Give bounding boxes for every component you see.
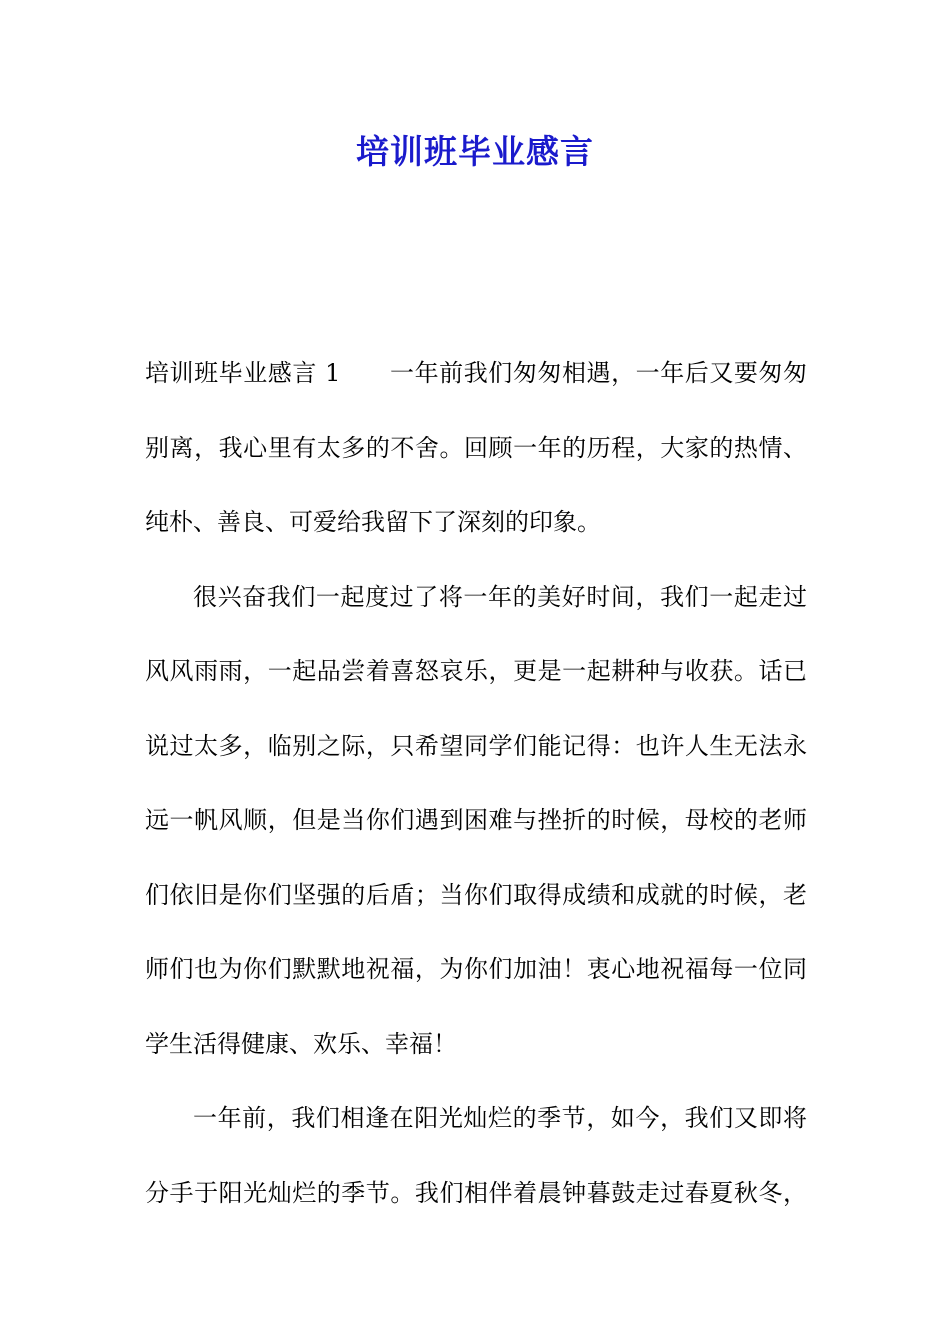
paragraph-2 bbox=[145, 560, 807, 1082]
document-body bbox=[145, 336, 807, 1230]
text-line: 一年前，我们相逢在阳光灿烂的季节，如今，我们又即将 bbox=[193, 1104, 807, 1132]
text-line: 分手于阳光灿烂的季节。我们相伴着晨钟暮鼓走过春夏秋冬， bbox=[145, 1178, 807, 1207]
document-title: 培训班毕业感言 bbox=[356, 132, 594, 171]
text-line: 别离，我心里有太多的不舍。回顾一年的历程，大家的热情、 bbox=[145, 433, 807, 462]
text-line: 学生活得健康、欢乐、幸福！ bbox=[145, 1029, 457, 1058]
text-line: 说过太多，临别之际，只希望同学们能记得：也许人生无法永 bbox=[145, 731, 807, 760]
text-line: 风风雨雨，一起品尝着喜怒哀乐，更是一起耕种与收获。话已 bbox=[145, 657, 807, 685]
paragraph-1 bbox=[145, 336, 807, 560]
text-line: 纯朴、善良、可爱给我留下了深刻的印象。 bbox=[145, 508, 601, 536]
text-line: 远一帆风顺，但是当你们遇到困难与挫折的时候，母校的老师 bbox=[145, 806, 807, 834]
paragraph-3 bbox=[145, 1081, 807, 1230]
text-line: 培训班毕业感言 1 一年前我们匆匆相遇，一年后又要匆匆 bbox=[145, 359, 807, 387]
text-line: 们依旧是你们坚强的后盾；当你们取得成绩和成就的时候，老 bbox=[145, 880, 807, 909]
text-line: 很兴奋我们一起度过了将一年的美好时间，我们一起走过 bbox=[193, 582, 807, 611]
text-line: 师们也为你们默默地祝福，为你们加油！衷心地祝福每一位同 bbox=[145, 955, 807, 983]
